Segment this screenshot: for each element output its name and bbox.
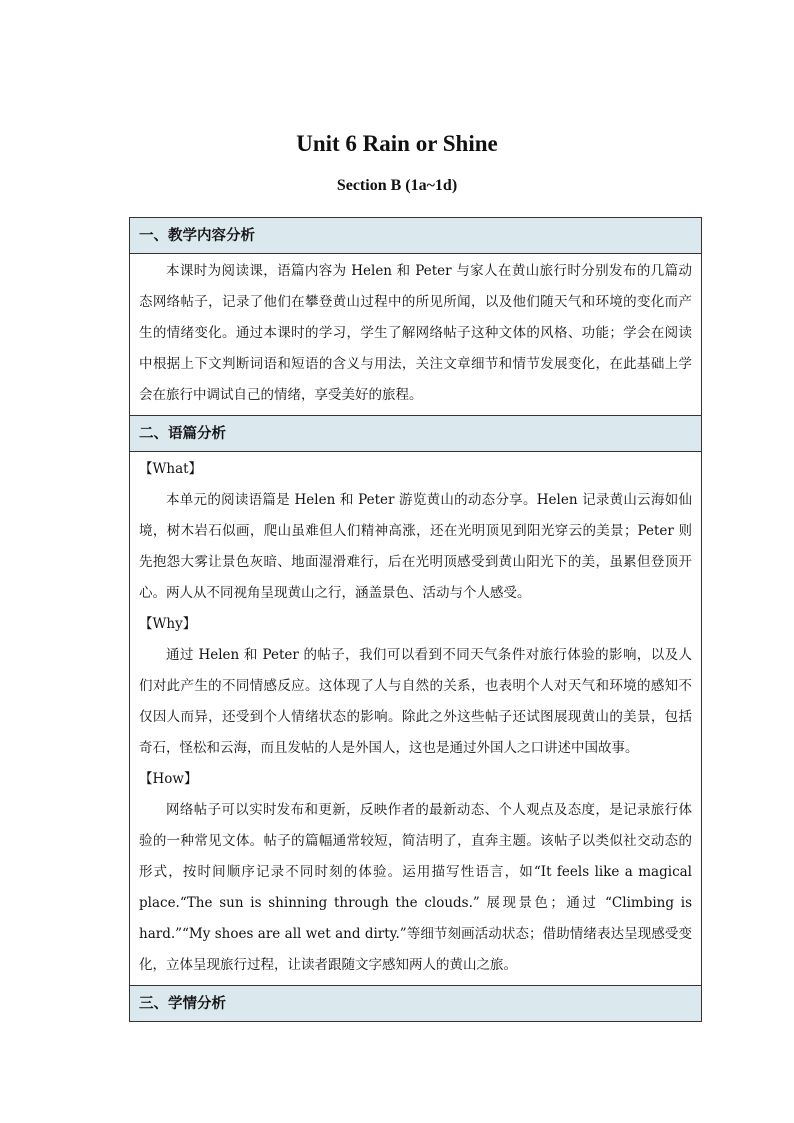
page-subtitle: Section B (1a~1d) [336,177,458,194]
what-paragraph: 本单元的阅读语篇是 Helen 和 Peter 游览黄山的动态分享。Helen 记录黄山云海如仙境，树木岩石似画，爬山虽难但人们精神高涨，还在光明顶见到阳光穿云的美景；Peter 则先抱怨大雾让景色灰暗、地面湿滑难行，后在光明顶感受到黄山阳光下的美，虽累但登顶开心。两人从不同视角呈现黄山之行，涵盖景色、活动与个人感受。 [139,492,692,601]
section-2-header-row [130,416,702,452]
section-2-body-row [130,452,702,986]
section-1-heading: 一、教学内容分析 [130,218,702,254]
section-3-heading: 三、学情分析 [130,986,702,1022]
section-1-paragraph: 本课时为阅读课，语篇内容为 Helen 和 Peter 与家人在黄山旅行时分别发布的几篇动态网络帖子，记录了他们在攀登黄山过程中的所见所闻，以及他们随天气和环境的变化而产生的情绪变化。通过本课时的学习，学生了解网络帖子这种文体的风格、功能；学会在阅读中根据上下文判断词语和短语的含义与用法，关注文章细节和情节发展变化，在此基础上学会在旅行中调试自己的情绪，享受美好的旅程。 [139,263,692,403]
why-label: 【Why】 [139,616,197,632]
section-1-body-row [130,254,702,416]
how-label: 【How】 [139,771,198,787]
section-3-header-row [130,986,702,1022]
why-paragraph: 通过 Helen 和 Peter 的帖子，我们可以看到不同天气条件对旅行体验的影响，以及人们对此产生的不同情感反应。这体现了人与自然的关系，也表明个人对天气和环境的感知不仅因人而异，还受到个人情绪状态的影响。除此之外这些帖子还试图展现黄山的美景，包括奇石，怪松和云海，而且发帖的人是外国人，这也是通过外国人之口讲述中国故事。 [139,647,692,756]
section-2-heading: 二、语篇分析 [130,416,702,452]
lesson-plan-table [129,217,702,1022]
section-2-body [130,452,702,986]
how-paragraph: 网络帖子可以实时发布和更新，反映作者的最新动态、个人观点及态度，是记录旅行体验的一种常见文体。帖子的篇幅通常较短，简洁明了，直奔主题。该帖子以类似社交动态的形式，按时间顺序记录不同时刻的体验。运用描写性语言，如“It feels like a magical place.“The sun is shinning through the clouds.” 展现景色；通过 “Climbing is hard.”“My shoes are all wet and dirty.”等细节刻画活动状态；借助情绪表达呈现感受变化，立体呈现旅行过程，让读者跟随文字感知两人的黄山之旅。 [139,802,692,973]
section-1-body [130,254,702,416]
what-label: 【What】 [139,461,203,477]
section-1-header-row [130,218,702,254]
page-title: Unit 6 Rain or Shine [296,131,498,156]
